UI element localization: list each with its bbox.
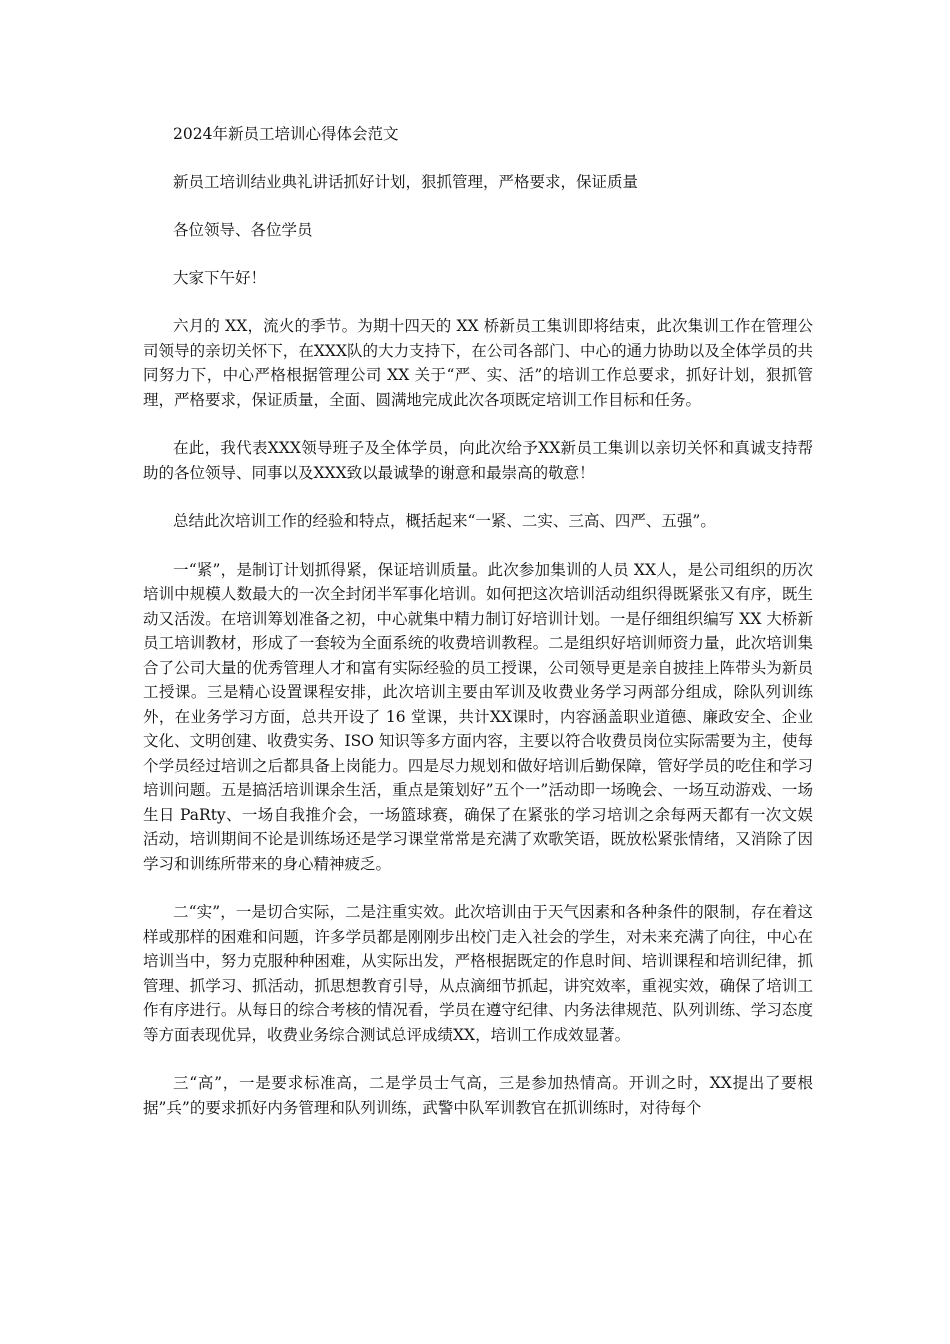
paragraph: 三“高”，一是要求标准高，二是学员士气高，三是参加热情高。开训之时，XX提出了要根据”兵”的要求抓好内务管理和队列训练，武警中队军训教官在抓训练时，对待每个 xyxy=(143,1074,813,1117)
paragraph: 二“实”，一是切合实际，二是注重实效。此次培训由于天气因素和各种条件的限制，存在着这样或那样的困难和问题，许多学员都是刚刚步出校门走入社会的学生，对未来充满了向往，中心在培训当中，努力克服种种困难，从实际出发，严格根据既定的作息时间、培训课程和培训纪律，抓管理、抓学习、抓活动，抓思想教育引导，从点滴细节抓起，讲究效率，重视实效，确保了培训工作有序进行。从每日的综合考核的情况看，学员在遵守纪律、内务法律规范、队列训练、学习态度等方面表现优异，收费业务综合测试总评成绩XX，培训工作成效显著。 xyxy=(143,903,813,1044)
document-title: 2024年新员工培训心得体会范文 xyxy=(173,125,399,143)
document-body xyxy=(143,122,813,1144)
paragraph: 六月的 XX，流火的季节。为期十四天的 XX 桥新员工集训即将结束，此次集训工作在管理公司领导的亲切关怀下，在XXX队的大力支持下，在公司各部门、中心的通力协助以及全体学员的共同努力下，中心严格根据管理公司 XX 关于“严、实、活”的培训工作总要求，抓好计划，狠抓管理，严格要求，保证质量，全面、圆满地完成此次各项既定培训工作目标和任务。 xyxy=(143,317,813,409)
salutation: 各位领导、各位学员 xyxy=(173,221,313,239)
paragraph: 总结此次培训工作的经验和特点，概括起来“一紧、二实、三高、四严、五强”。 xyxy=(173,512,716,530)
paragraph: 在此，我代表XXX领导班子及全体学员，向此次给予XX新员工集训以亲切关怀和真诚支持帮助的各位领导、同事以及XXX致以最诚挚的谢意和最崇高的敬意！ xyxy=(143,439,813,482)
paragraph: 一“紧”，是制订计划抓得紧，保证培训质量。此次参加集训的人员 XX人，是公司组织的历次培训中规模人数最大的一次全封闭半军事化培训。如何把这次培训活动组织得既紧张又有序，既生动又活泼。在培训筹划准备之初，中心就集中精力制订好培训计划。一是仔细组织编写 XX 大桥新员工培训教材，形成了一套较为全面系统的收费培训教程。二是组织好培训师资力量，此次培训集合了公司大量的优秀管理人才和富有实际经验的员工授课，公司领导更是亲自披挂上阵带头为新员工授课。三是精心设置课程安排，此次培训主要由军训及收费业务学习两部分组成，除队列训练外，在业务学习方面，总共开设了 16 堂课，共计XX课时，内容涵盖职业道德、廉政安全、企业文化、文明创建、收费实务、ISO 知识等多方面内容，主要以符合收费员岗位实际需要为主，使每个学员经过培训之后都具备上岗能力。四是尽力规划和做好培训后勤保障，管好学员的吃住和学习培训问题。五是搞活培训课余生活，重点是策划好”五个一”活动即一场晚会、一场互动游戏、一场生日 PaRty、一场自我推介会，一场篮球赛，确保了在紧张的学习培训之余每两天都有一次文娱活动，培训期间不论是训练场还是学习课堂常常是充满了欢歌笑语，既放松紧张情绪，又消除了因学习和训练所带来的身心精神疲乏。 xyxy=(143,560,813,873)
document-subtitle: 新员工培训结业典礼讲话抓好计划，狠抓管理，严格要求，保证质量 xyxy=(173,173,639,191)
greeting: 大家下午好！ xyxy=(173,269,267,287)
